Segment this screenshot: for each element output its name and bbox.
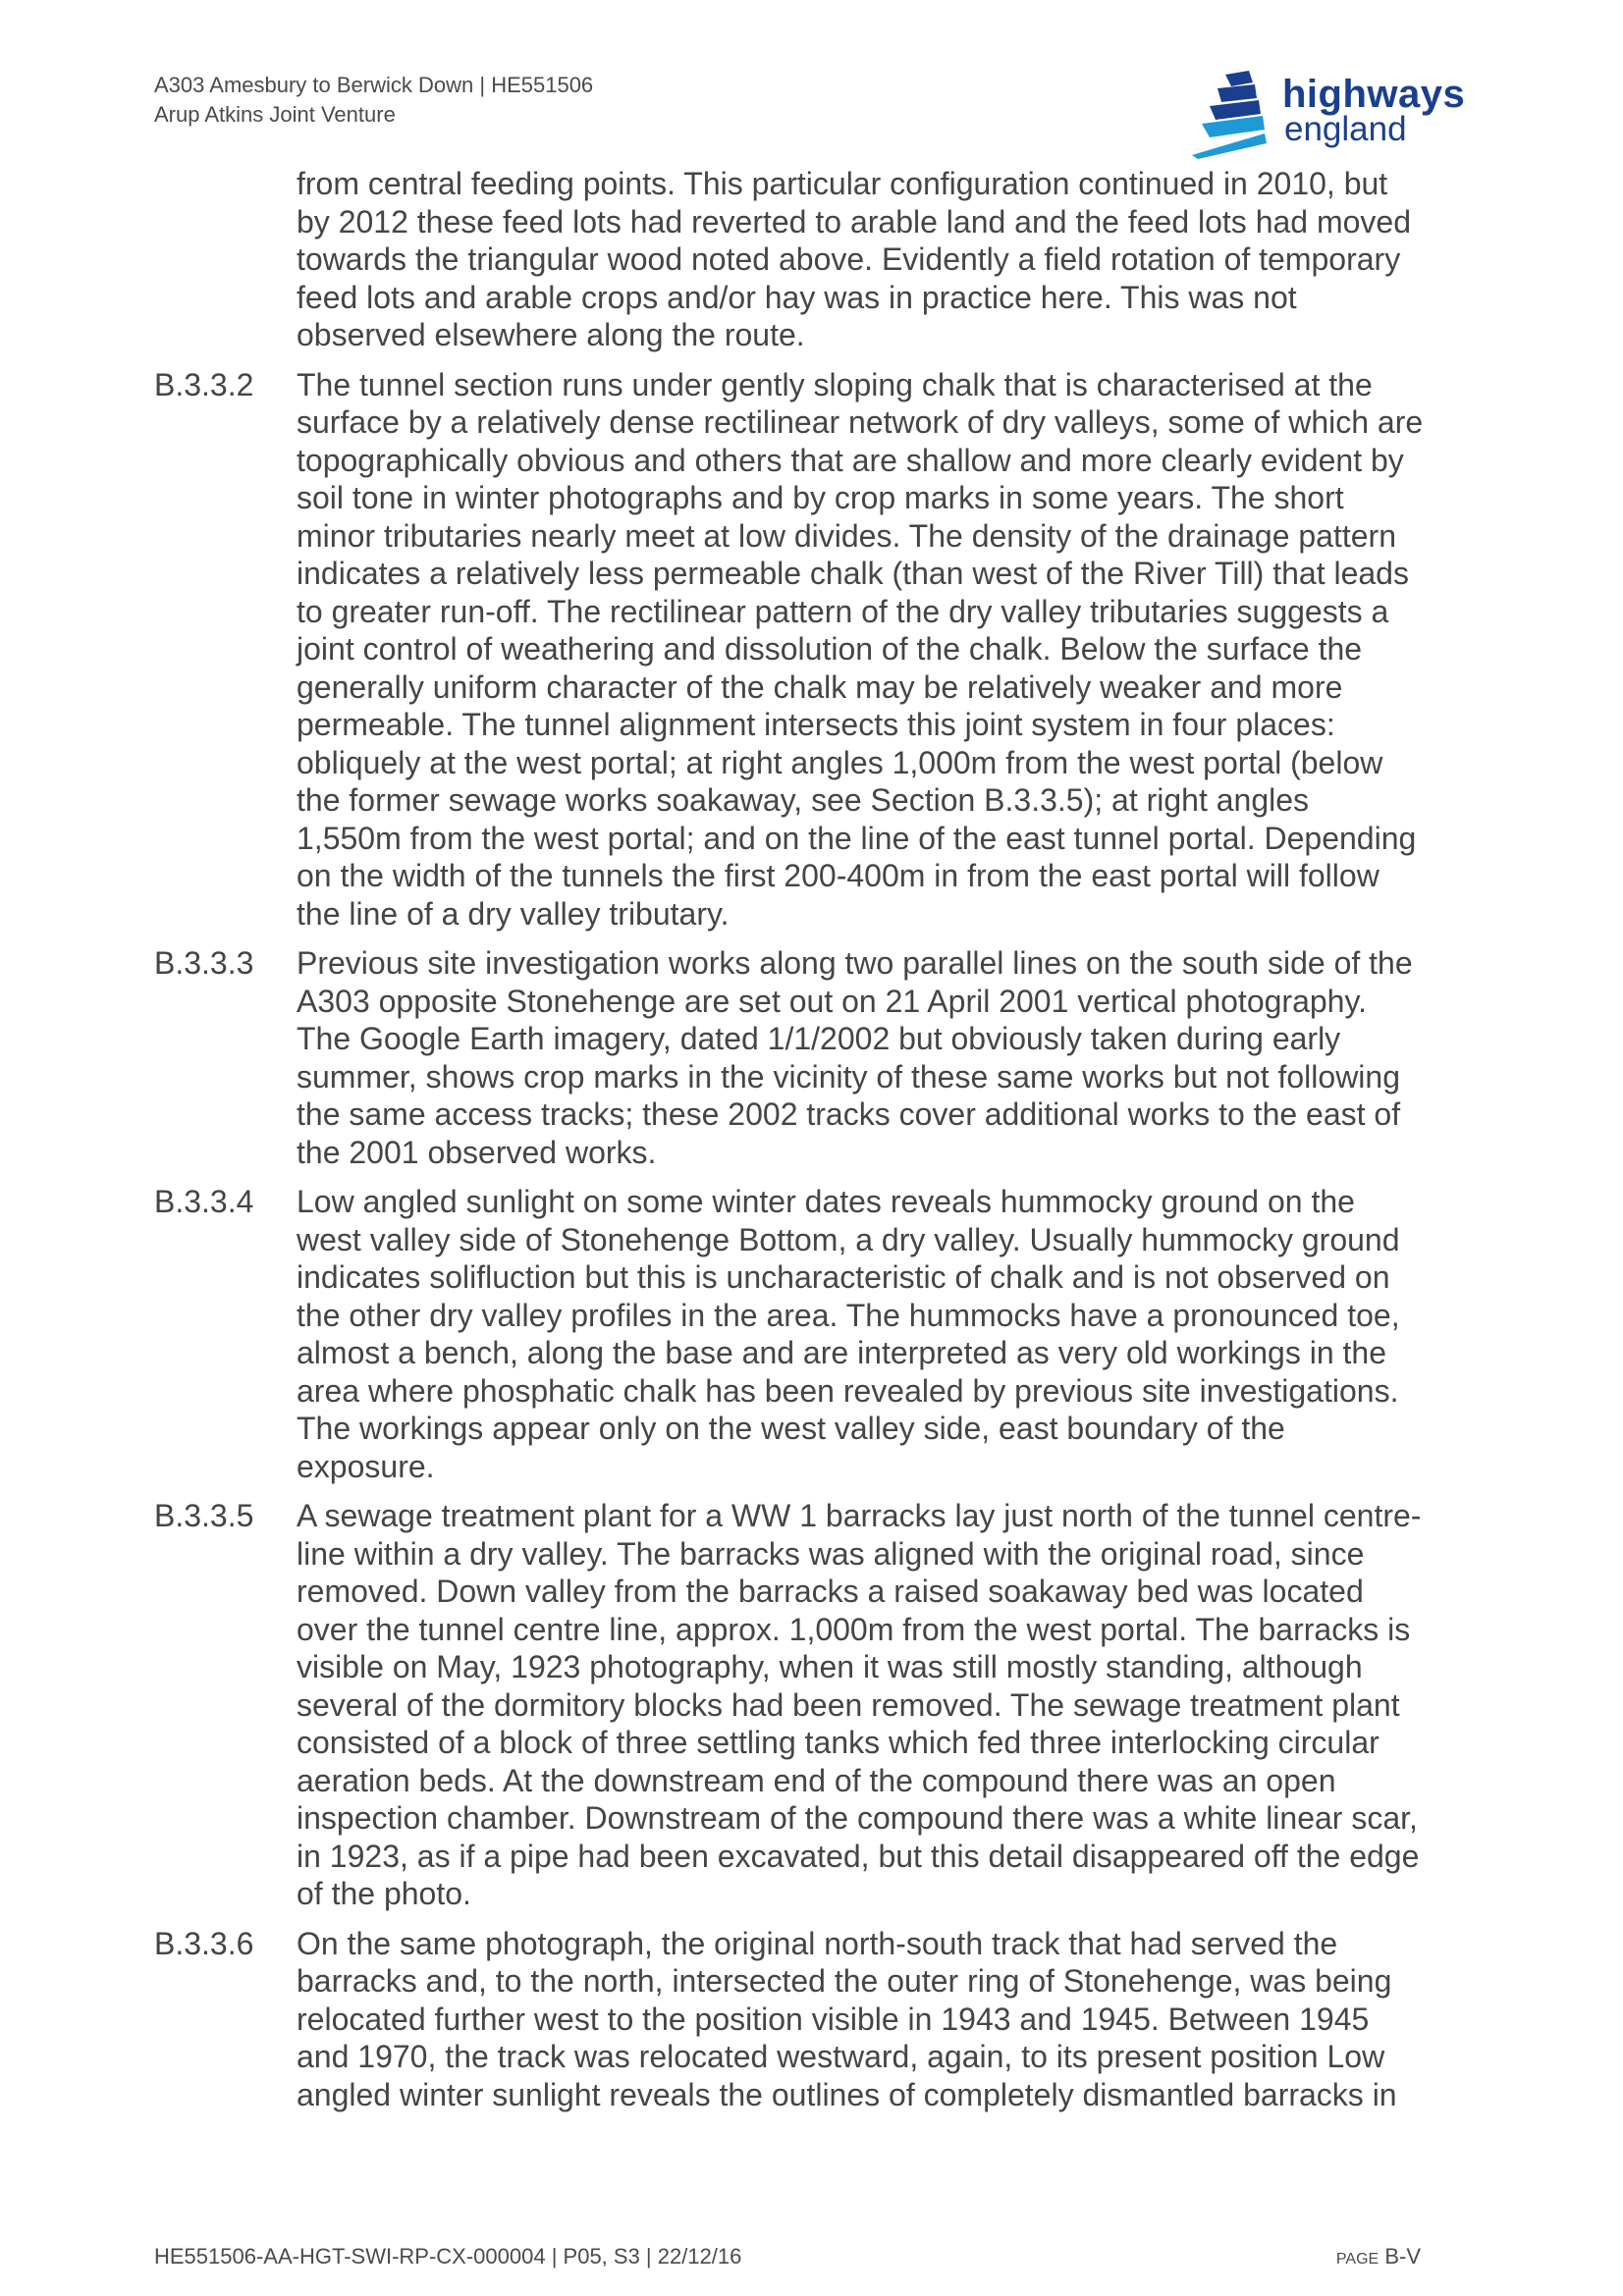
- paragraph-text: [297, 1925, 1489, 2114]
- highways-england-logo-mark-icon: [1188, 69, 1278, 159]
- highways-england-logo: [1188, 69, 1483, 159]
- footer-document-reference: HE551506-AA-HGT-SWI-RP-CX-000004 | P05, S3 | 22/12/16: [154, 2244, 742, 2269]
- numbered-paragraph: [154, 1925, 1489, 2114]
- text-line: from central feeding points. This particular configuration continued in 2010, but: [297, 166, 1388, 201]
- text-line: 1,550m from the west portal; and on the line of the east tunnel portal. Depending: [297, 820, 1417, 856]
- numbered-paragraph: [154, 165, 1489, 354]
- text-line: the line of a dry valley tributary.: [297, 895, 730, 932]
- text-line: angled winter sunlight reveals the outlines of completely dismantled barracks in: [297, 2076, 1397, 2112]
- text-line: the other dry valley profiles in the area. The hummocks have a pronounced toe,: [297, 1297, 1400, 1333]
- paragraph-text: [297, 165, 1489, 354]
- footer-page-label: PAGE: [1335, 2251, 1380, 2268]
- text-line: west valley side of Stonehenge Bottom, a dry valley. Usually hummocky ground: [297, 1221, 1400, 1257]
- text-line: the former sewage works soakaway, see Section B.3.3.5); at right angles: [297, 782, 1310, 818]
- text-line: obliquely at the west portal; at right angles 1,000m from the west portal (below: [297, 744, 1383, 780]
- text-line: permeable. The tunnel alignment intersects this joint system in four places:: [297, 707, 1335, 742]
- numbered-paragraph: [154, 944, 1489, 1171]
- paragraph-number: B.3.3.5: [154, 1498, 254, 1533]
- header-project-title: A303 Amesbury to Berwick Down | HE551506: [154, 73, 594, 97]
- text-line: topographically obvious and others that are shallow and more clearly evident by: [297, 442, 1404, 478]
- text-line: aeration beds. At the downstream end of the compound there was an open: [297, 1762, 1336, 1798]
- text-line: soil tone in winter photographs and by crop marks in some years. The short: [297, 480, 1344, 515]
- text-line: On the same photograph, the original north-south track that had served the: [297, 1925, 1338, 1961]
- paragraph-text: [297, 366, 1489, 934]
- text-line: in 1923, as if a pipe had been excavated, but this detail disappeared off the edge: [297, 1838, 1420, 1874]
- text-line: indicates a relatively less permeable chalk (than west of the River Till) that leads: [297, 556, 1409, 591]
- text-line: of the photo.: [297, 1876, 471, 1911]
- text-line: observed elsewhere along the route.: [297, 317, 805, 352]
- page-header: [154, 71, 593, 130]
- text-line: The tunnel section runs under gently sloping chalk that is characterised at the: [297, 366, 1373, 402]
- logo-word-highways: highways: [1282, 73, 1466, 116]
- text-line: summer, shows crop marks in the vicinity of these same works but not following: [297, 1058, 1400, 1095]
- text-line: barracks and, to the north, intersected the outer ring of Stonehenge, was being: [297, 1963, 1392, 1999]
- text-line: Low angled sunlight on some winter dates reveals hummocky ground on the: [297, 1184, 1355, 1219]
- text-line: the 2001 observed works.: [297, 1134, 657, 1170]
- paragraph-text: [297, 1497, 1489, 1913]
- text-line: The workings appear only on the west valley side, east boundary of the: [297, 1411, 1285, 1446]
- text-line: indicates solifluction but this is uncharacteristic of chalk and is not observed on: [297, 1259, 1390, 1295]
- text-line: by 2012 these feed lots had reverted to arable land and the feed lots had moved: [297, 203, 1412, 240]
- text-line: A sewage treatment plant for a WW 1 barracks lay just north of the tunnel centre-: [297, 1498, 1422, 1533]
- text-line: inspection chamber. Downstream of the compound there was a white linear scar,: [297, 1800, 1418, 1836]
- text-line: visible on May, 1923 photography, when it was still mostly standing, although: [297, 1649, 1363, 1684]
- text-line: A303 opposite Stonehenge are set out on 21 April 2001 vertical photography.: [297, 983, 1367, 1019]
- text-line: removed. Down valley from the barracks a raised soakaway bed was located: [297, 1574, 1364, 1609]
- numbered-paragraph: [154, 1497, 1489, 1913]
- text-line: several of the dormitory blocks had been removed. The sewage treatment plant: [297, 1686, 1400, 1723]
- text-line: generally uniform character of the chalk may be relatively weaker and more: [297, 668, 1343, 705]
- document-body: [154, 165, 1489, 2113]
- text-line: The Google Earth imagery, dated 1/1/2002 but obviously taken during early: [297, 1021, 1341, 1056]
- text-line: consisted of a block of three settling tanks which fed three interlocking circular: [297, 1725, 1380, 1760]
- text-line: to greater run-off. The rectilinear pattern of the dry valley tributaries suggests a: [297, 593, 1389, 629]
- text-line: Previous site investigation works along two parallel lines on the south side of the: [297, 945, 1413, 981]
- paragraph-number: B.3.3.4: [154, 1184, 254, 1219]
- text-line: joint control of weathering and dissolution of the chalk. Below the surface the: [297, 631, 1363, 667]
- numbered-paragraph: [154, 366, 1489, 934]
- text-line: towards the triangular wood noted above. Evidently a field rotation of temporary: [297, 241, 1401, 277]
- footer-page-number: B-V: [1384, 2244, 1421, 2269]
- paragraph-text: [297, 1183, 1489, 1485]
- text-line: surface by a relatively dense rectilinear network of dry valleys, some of which are: [297, 404, 1424, 440]
- logo-word-england: england: [1284, 110, 1407, 148]
- text-line: almost a bench, along the base and are interpreted as very old workings in the: [297, 1335, 1386, 1370]
- header-author: Arup Atkins Joint Venture: [154, 102, 396, 127]
- text-line: the same access tracks; these 2002 tracks cover additional works to the east of: [297, 1096, 1401, 1132]
- text-line: feed lots and arable crops and/or hay was in practice here. This was not: [297, 279, 1297, 315]
- paragraph-number: B.3.3.6: [154, 1925, 254, 1961]
- footer-page-indicator: [1336, 2244, 1421, 2269]
- text-line: and 1970, the track was relocated westward, again, to its present position Low: [297, 2039, 1385, 2074]
- text-line: relocated further west to the position visible in 1943 and 1945. Between 1945: [297, 2001, 1370, 2037]
- paragraph-number: B.3.3.3: [154, 945, 254, 981]
- text-line: area where phosphatic chalk has been revealed by previous site investigations.: [297, 1372, 1399, 1409]
- paragraph-text: [297, 944, 1489, 1171]
- text-line: exposure.: [297, 1448, 435, 1484]
- numbered-paragraph: [154, 1183, 1489, 1485]
- text-line: minor tributaries nearly meet at low divides. The density of the drainage pattern: [297, 517, 1396, 554]
- paragraph-number: B.3.3.2: [154, 366, 254, 402]
- text-line: line within a dry valley. The barracks was aligned with the original road, since: [297, 1535, 1365, 1572]
- text-line: over the tunnel centre line, approx. 1,000m from the west portal. The barracks is: [297, 1611, 1411, 1647]
- text-line: on the width of the tunnels the first 200-400m in from the east portal will follow: [297, 858, 1380, 893]
